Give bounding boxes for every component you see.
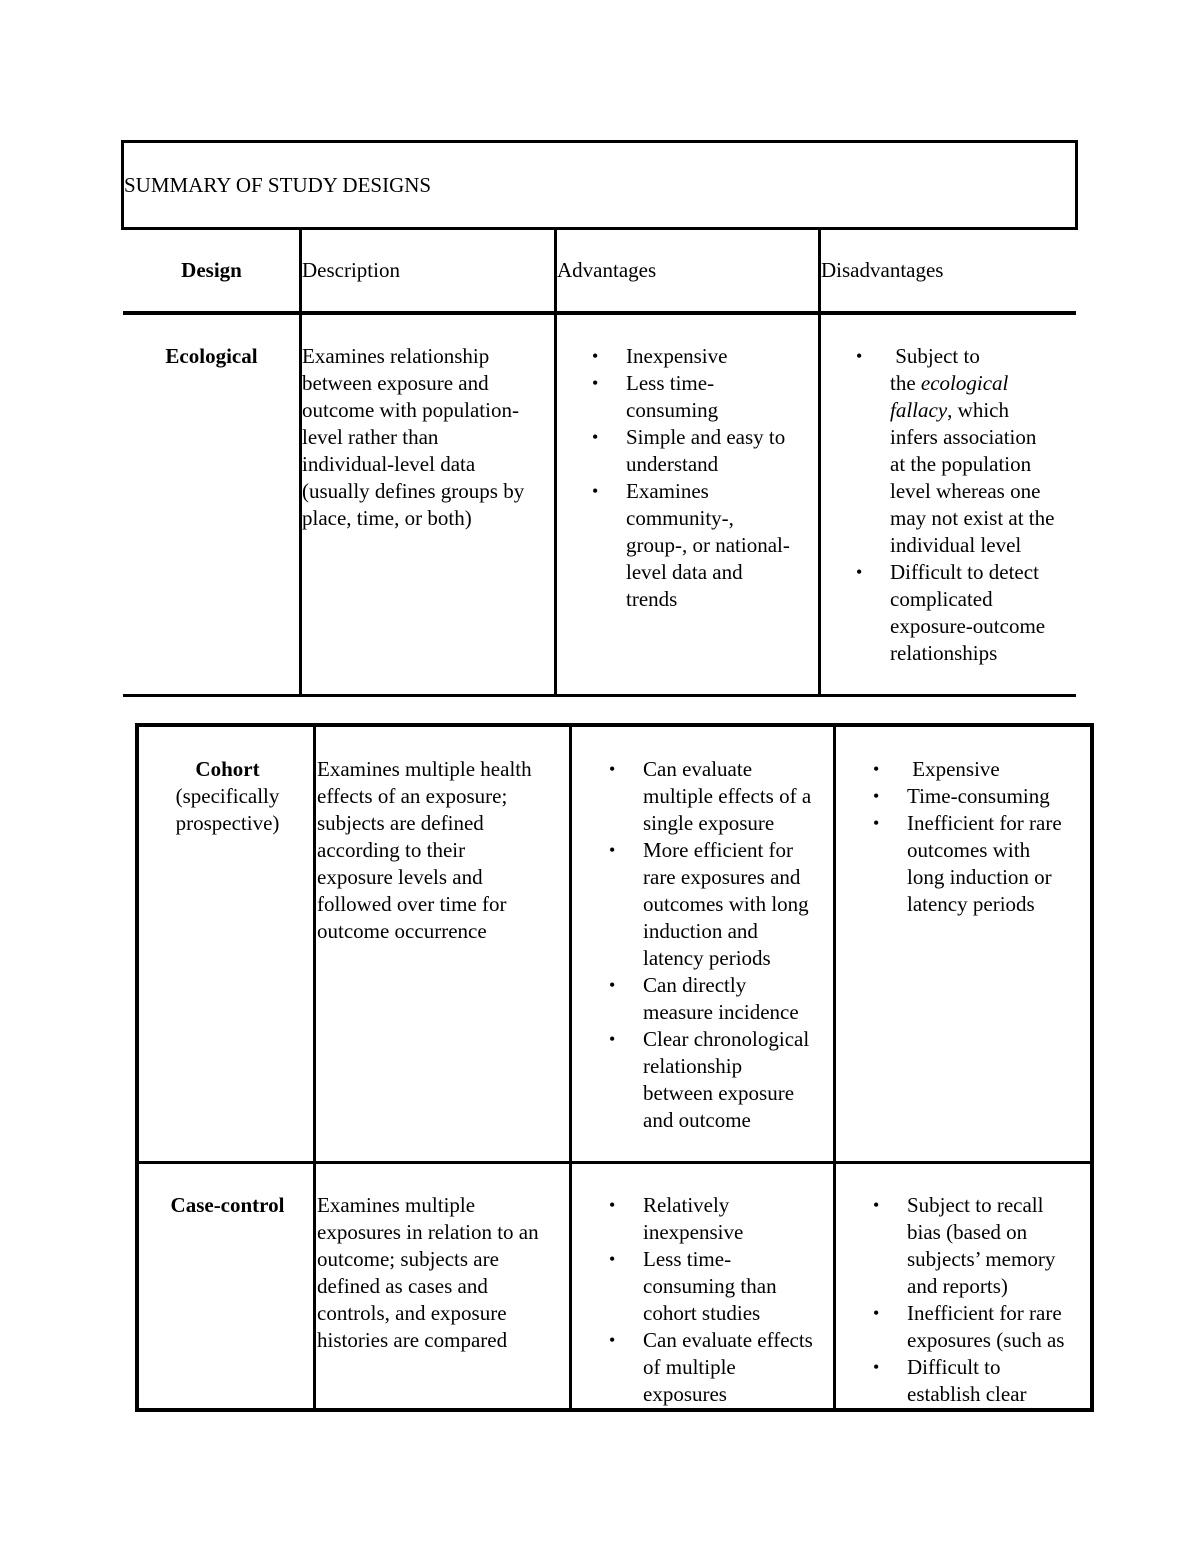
list-item: • Can directly measure incidence xyxy=(609,973,799,1024)
list-item: • Inefficient for rare outcomes with long induction or latency periods xyxy=(873,811,1062,916)
header-advantages: Advantages xyxy=(557,258,657,282)
description-cohort: Examines multiple health effects of an exposure; subjects are defined according to their exposure levels and followed over time for outcome occurrence xyxy=(317,757,532,943)
design-ecological: Ecological xyxy=(165,344,258,368)
header-design: Design xyxy=(181,258,242,282)
bullet-icon: • xyxy=(609,1195,616,1215)
list-item: • Time-consuming xyxy=(873,784,1050,808)
bullet-icon: • xyxy=(873,759,880,779)
list-item: • More efficient for rare exposures and outcomes with long induction and latency periods xyxy=(609,838,809,970)
bullet-icon: • xyxy=(592,481,599,501)
header-disadvantages: Disadvantages xyxy=(821,258,944,282)
bullet-icon: • xyxy=(873,1303,880,1323)
bullet-icon: • xyxy=(592,427,599,447)
advantages-cohort xyxy=(609,756,812,1134)
bullet-icon: • xyxy=(609,1330,616,1350)
bullet-icon: • xyxy=(873,813,880,833)
bullet-icon: • xyxy=(609,759,616,779)
list-item: • Clear chronological relationship between exposure and outcome xyxy=(609,1027,810,1132)
list-item: • Inefficient for rare exposures (such as xyxy=(873,1301,1065,1352)
disadvantages-cohort xyxy=(873,756,1062,918)
bullet-icon: • xyxy=(873,786,880,806)
design-cohort: Cohort (specifically prospective) xyxy=(175,757,280,835)
list-item: • Inexpensive xyxy=(592,344,728,368)
bullet-icon: • xyxy=(873,1195,880,1215)
bullet-icon: • xyxy=(592,346,599,366)
disadvantages-case-control xyxy=(873,1192,1065,1408)
list-item: • Subject to the ecological fallacy, which infers association at the population level whereas one may not exist at the individual level xyxy=(856,344,1055,557)
list-item: • Simple and easy to understand xyxy=(592,425,786,476)
bullet-icon: • xyxy=(609,975,616,995)
list-item: • Difficult to establish clear xyxy=(873,1355,1027,1406)
list-item: • Can evaluate effects of multiple exposures xyxy=(609,1328,813,1406)
list-item: • Subject to recall bias (based on subjects’ memory and reports) xyxy=(873,1193,1056,1298)
disadvantages-ecological xyxy=(856,343,1055,667)
bullet-icon: • xyxy=(609,1029,616,1049)
advantages-case-control xyxy=(609,1192,813,1408)
bullet-icon: • xyxy=(873,1357,880,1377)
list-item: • Less time- consuming xyxy=(592,371,719,422)
bullet-icon: • xyxy=(856,562,863,582)
list-item: • Difficult to detect complicated exposure-outcome relationships xyxy=(856,560,1046,665)
bullet-icon: • xyxy=(609,1249,616,1269)
list-item: • Less time- consuming than cohort studies xyxy=(609,1247,777,1325)
header-description: Description xyxy=(302,258,400,282)
bullet-icon: • xyxy=(609,840,616,860)
list-item: • Can evaluate multiple effects of a single exposure xyxy=(609,757,812,835)
description-case-control: Examines multiple exposures in relation to an outcome; subjects are defined as cases and controls, and exposure histories are compared xyxy=(317,1193,539,1352)
page-title: SUMMARY OF STUDY DESIGNS xyxy=(124,173,432,197)
list-item: • Relatively inexpensive xyxy=(609,1193,744,1244)
bullet-icon: • xyxy=(856,346,863,366)
advantages-ecological xyxy=(592,343,790,613)
bullet-icon: • xyxy=(592,373,599,393)
list-item: • Examines community-, group-, or national- level data and trends xyxy=(592,479,790,611)
list-item: • Expensive xyxy=(873,757,1000,781)
description-ecological: Examines relationship between exposure and outcome with population- level rather than individual-level data (usually defines groups by place, time, or both) xyxy=(302,344,525,530)
design-case-control: Case-control xyxy=(170,1193,285,1217)
